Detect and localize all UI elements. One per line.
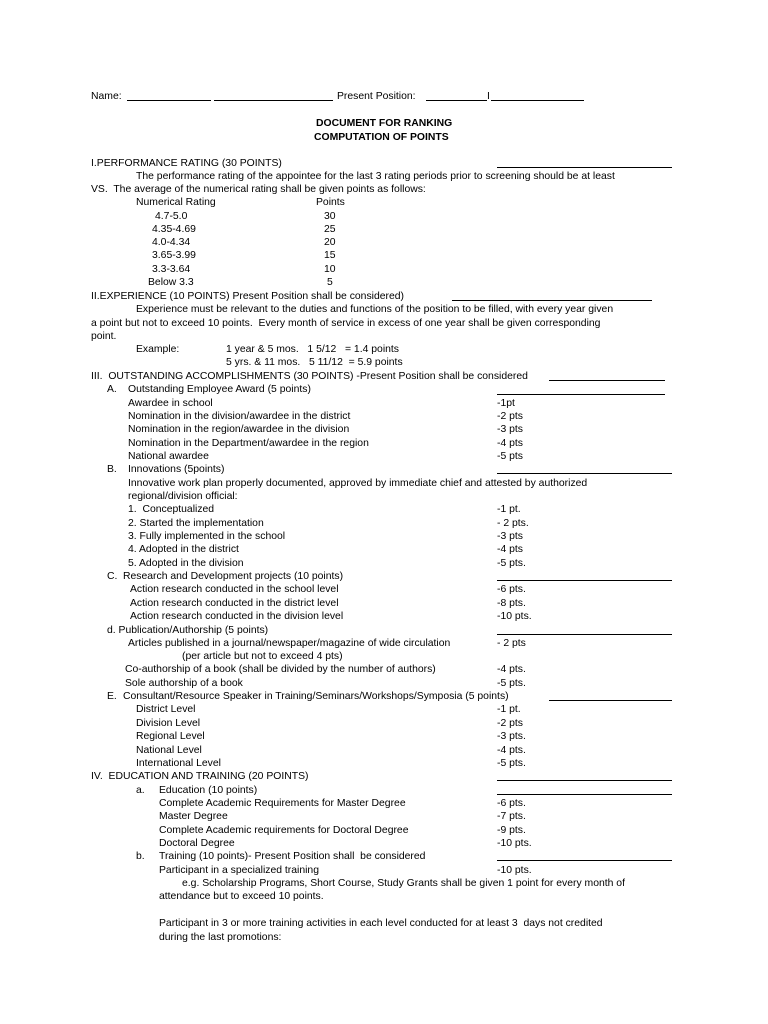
criteria-label: Co-authorship of a book (shall be divided by the number of authors) xyxy=(125,664,436,675)
criteria-label: Articles published in a journal/newspaper/magazine of wide circulation xyxy=(128,638,451,649)
criteria-points: -6 pts. xyxy=(497,798,526,809)
criteria-label: Action research conducted in the district level xyxy=(130,598,339,609)
criteria-label: Doctoral Degree xyxy=(159,838,235,849)
rating-value: 3.65-3.99 xyxy=(152,250,196,261)
rating-value: Below 3.3 xyxy=(148,277,194,288)
rating-value: 3.3-3.64 xyxy=(152,264,191,275)
subsection-blank[interactable] xyxy=(497,394,665,395)
points-col-header: Points xyxy=(316,197,345,208)
criteria-points: -10 pts. xyxy=(497,865,532,876)
criteria-points: -3 pts xyxy=(497,424,523,435)
subsection-title: d. Publication/Authorship (5 points) xyxy=(107,625,269,636)
rating-col-header: Numerical Rating xyxy=(136,197,216,208)
subsection-title: Outstanding Employee Award (5 points) xyxy=(128,384,311,395)
criteria-label: Participant in a specialized training xyxy=(159,865,319,876)
item-letter: a. xyxy=(136,785,145,796)
criteria-label: International Level xyxy=(136,758,221,769)
criteria-points: -4 pts xyxy=(497,438,523,449)
item-letter: E. xyxy=(107,691,117,702)
points-value: 20 xyxy=(324,237,336,248)
criteria-label: 4. Adopted in the district xyxy=(128,544,239,555)
section1-text2: VS. The average of the numerical rating shall be given points as follows: xyxy=(91,184,426,195)
rating-value: 4.0-4.34 xyxy=(152,237,191,248)
training-text2: during the last promotions: xyxy=(159,932,282,943)
subsection-title: Innovations (5points) xyxy=(128,464,225,475)
points-value: 15 xyxy=(324,250,336,261)
criteria-label: Division Level xyxy=(136,718,201,729)
subsection-blank[interactable] xyxy=(497,634,672,635)
item-letter: A. xyxy=(107,384,117,395)
item-letter: b. xyxy=(136,851,145,862)
subsection-title: Research and Development projects (10 points) xyxy=(123,571,344,582)
section3-blank[interactable] xyxy=(549,380,665,381)
criteria-label: National awardee xyxy=(128,451,209,462)
criteria-label: Action research conducted in the division level xyxy=(130,611,344,622)
criteria-label: Complete Academic Requirements for Master Degree xyxy=(159,798,406,809)
subsection-title: Education (10 points) xyxy=(159,785,258,796)
criteria-label: Action research conducted in the school level xyxy=(130,584,339,595)
criteria-label: Awardee in school xyxy=(128,398,213,409)
subsection-blank[interactable] xyxy=(497,580,672,581)
criteria-points: -2 pts xyxy=(497,411,523,422)
training-note2: attendance but to exceed 10 points. xyxy=(159,891,324,902)
criteria-points: -4 pts xyxy=(497,544,523,555)
criteria-label: 5. Adopted in the division xyxy=(128,558,244,569)
criteria-points: -5 pts xyxy=(497,451,523,462)
subsection-blank[interactable] xyxy=(497,794,672,795)
criteria-points: -5 pts. xyxy=(497,678,526,689)
item-letter: C. xyxy=(107,571,118,582)
criteria-points: - 2 pts. xyxy=(497,518,529,529)
doc-title-line1: DOCUMENT FOR RANKING xyxy=(316,118,453,129)
item-letter: B. xyxy=(107,464,117,475)
criteria-points: -10 pts. xyxy=(497,611,532,622)
position-blank-1[interactable] xyxy=(426,100,487,101)
subsection-blank[interactable] xyxy=(497,860,672,861)
criteria-points: -10 pts. xyxy=(497,838,532,849)
section1-blank[interactable] xyxy=(497,167,672,168)
rating-value: 4.35-4.69 xyxy=(152,224,196,235)
criteria-points: -3 pts. xyxy=(497,731,526,742)
name-blank-2[interactable] xyxy=(214,100,333,101)
example-line: 5 yrs. & 11 mos. 5 11/12 = 5.9 points xyxy=(226,357,403,368)
section2-text2: a point but not to exceed 10 points. Every month of service in excess of one year shall be given corresponding xyxy=(91,318,601,329)
training-note1: e.g. Scholarship Programs, Short Course, Study Grants shall be given 1 point for every month of xyxy=(182,878,625,889)
criteria-points: -5 pts. xyxy=(497,758,526,769)
name-blank-1[interactable] xyxy=(127,100,211,101)
criteria-points: -5 pts. xyxy=(497,558,526,569)
points-value: 10 xyxy=(324,264,336,275)
innovations-text2: regional/division official: xyxy=(128,491,238,502)
training-text1: Participant in 3 or more training activities in each level conducted for at least 3 days not credited xyxy=(159,918,603,929)
points-value: 25 xyxy=(324,224,336,235)
criteria-points: -1pt xyxy=(497,398,515,409)
position-label: Present Position: xyxy=(337,91,416,102)
criteria-label: Nomination in the region/awardee in the division xyxy=(128,424,350,435)
criteria-points: -1 pt. xyxy=(497,704,521,715)
criteria-label: National Level xyxy=(136,745,202,756)
section1-heading: I.PERFORMANCE RATING (30 POINTS) xyxy=(91,158,282,169)
doc-title-line2: COMPUTATION OF POINTS xyxy=(314,132,449,143)
criteria-points: -4 pts. xyxy=(497,745,526,756)
criteria-points: -4 pts. xyxy=(497,664,526,675)
points-value: 30 xyxy=(324,211,336,222)
criteria-points: -1 pt. xyxy=(497,504,521,515)
criteria-points: -7 pts. xyxy=(497,811,526,822)
section4-blank[interactable] xyxy=(497,780,672,781)
position-separator: I xyxy=(487,91,490,102)
subsection-title: Consultant/Resource Speaker in Training/Seminars/Workshops/Symposia (5 points) xyxy=(123,691,509,702)
subsection-blank[interactable] xyxy=(497,473,672,474)
innovations-text1: Innovative work plan properly documented, approved by immediate chief and attested by authorized xyxy=(128,478,588,489)
criteria-label: Regional Level xyxy=(136,731,205,742)
criteria-points: -2 pts xyxy=(497,718,523,729)
criteria-label: Master Degree xyxy=(159,811,228,822)
example-label: Example: xyxy=(136,344,180,355)
section4-heading: IV. EDUCATION AND TRAINING (20 POINTS) xyxy=(91,771,309,782)
section2-text1: Experience must be relevant to the duties and functions of the position to be filled, with every year given xyxy=(136,304,614,315)
criteria-label: 3. Fully implemented in the school xyxy=(128,531,286,542)
points-value: 5 xyxy=(327,277,333,288)
section2-heading: II.EXPERIENCE (10 POINTS) Present Position shall be considered) xyxy=(91,291,405,302)
criteria-label: Nomination in the Department/awardee in the region xyxy=(128,438,369,449)
example-line: 1 year & 5 mos. 1 5/12 = 1.4 points xyxy=(226,344,399,355)
name-label: Name: xyxy=(91,91,122,102)
criteria-label: Nomination in the division/awardee in the district xyxy=(128,411,351,422)
criteria-label: Complete Academic requirements for Doctoral Degree xyxy=(159,825,409,836)
subsection-blank[interactable] xyxy=(549,700,672,701)
section3-heading: III. OUTSTANDING ACCOMPLISHMENTS (30 POINTS) -Present Position shall be considered xyxy=(91,371,528,382)
criteria-points: -6 pts. xyxy=(497,584,526,595)
section1-text1: The performance rating of the appointee for the last 3 rating periods prior to screening should be at least xyxy=(136,171,615,182)
section2-text3: point. xyxy=(91,331,117,342)
position-blank-2[interactable] xyxy=(491,100,584,101)
section2-blank[interactable] xyxy=(452,300,652,301)
criteria-label: 2. Started the implementation xyxy=(128,518,264,529)
criteria-label: Sole authorship of a book xyxy=(125,678,243,689)
criteria-points: - 2 pts xyxy=(497,638,526,649)
rating-value: 4.7-5.0 xyxy=(155,211,188,222)
subsection-title: Training (10 points)- Present Position shall be considered xyxy=(159,851,426,862)
criteria-points: -9 pts. xyxy=(497,825,526,836)
criteria-points: -3 pts xyxy=(497,531,523,542)
criteria-label: 1. Conceptualized xyxy=(128,504,215,515)
criteria-label: District Level xyxy=(136,704,196,715)
criteria-points: -8 pts. xyxy=(497,598,526,609)
criteria-note: (per article but not to exceed 4 pts) xyxy=(182,651,343,662)
